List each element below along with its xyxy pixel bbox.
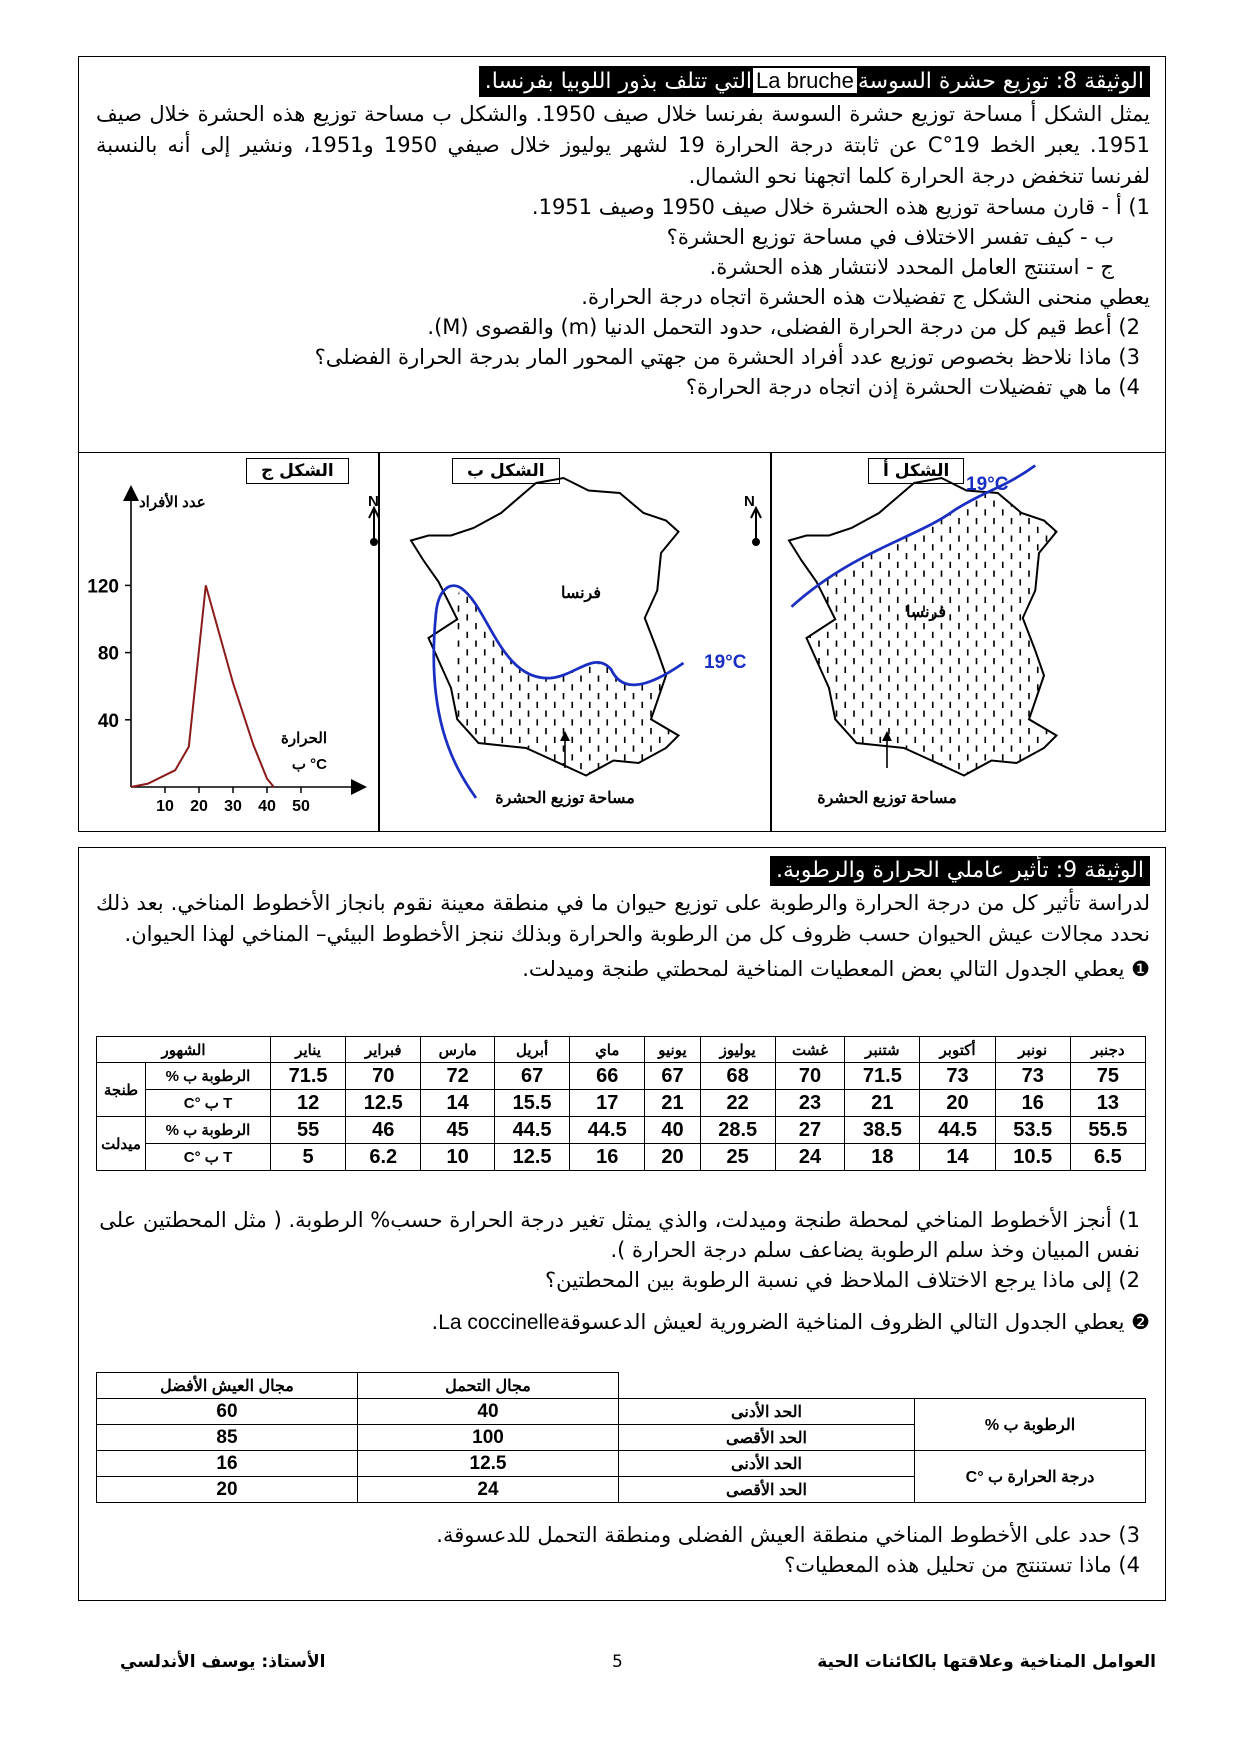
table-cell: 20 — [645, 1144, 700, 1171]
table-cell: 25 — [700, 1144, 775, 1171]
doc8-intro2: يعطي منحنى الشكل ج تفضيلات هذه الحشرة اتجاه درجة الحرارة. — [581, 285, 1150, 309]
temp-min-label: الحد الأدنى — [619, 1451, 915, 1477]
table-cell: 73 — [995, 1063, 1070, 1090]
station-name: طنجة — [97, 1063, 146, 1117]
table-cell: 67 — [495, 1063, 570, 1090]
months-header: الشهور — [97, 1037, 271, 1063]
table-cell: 23 — [775, 1090, 845, 1117]
table-cell: 10 — [421, 1144, 495, 1171]
table-cell: 55.5 — [1070, 1117, 1145, 1144]
france-label-a: فرنسا — [905, 604, 947, 621]
doc9-title: الوثيقة 9: تأثير عاملي الحرارة والرطوبة. — [770, 856, 1150, 886]
y-tick-label: 80 — [97, 643, 119, 665]
coccinelle-table — [96, 1372, 1146, 1503]
doc9-q1: 1) أنجز الأخطوط المناخي لمحطة طنجة وميدلت، والذي يمثل تغير درجة الحرارة حسب% الرطوبة. ( مثل المحطتين على نفس المبيان وخذ سلم الرطوبة يضاعف سلم درجة الحرارة ). — [99, 1208, 1140, 1262]
month-header: شتنبر — [845, 1037, 920, 1063]
x-axis-label-line2: ب °C — [291, 756, 327, 773]
table-cell: 67 — [645, 1063, 700, 1090]
map-fig-a — [744, 453, 1165, 831]
table-cell: 14 — [920, 1144, 995, 1171]
table-cell: 68 — [700, 1063, 775, 1090]
table-cell: 44.5 — [570, 1117, 645, 1144]
x-axis-label-line1: الحرارة — [281, 730, 327, 747]
humidity-max-label: الحد الأقصى — [619, 1425, 915, 1451]
table-cell: 6.2 — [346, 1144, 421, 1171]
table-cell: 21 — [645, 1090, 700, 1117]
month-header: أكتوبر — [920, 1037, 995, 1063]
doc9-questions-b — [96, 1520, 1150, 1580]
table-cell: 6.5 — [1070, 1144, 1145, 1171]
row-label: الرطوبة ب % — [146, 1117, 271, 1144]
table-cell: 53.5 — [995, 1117, 1070, 1144]
table-cell: 15.5 — [495, 1090, 570, 1117]
doc9-q4: 4) ماذا تستنتج من تحليل هذه المعطيات؟ — [784, 1553, 1140, 1577]
month-header: يونيو — [645, 1037, 700, 1063]
month-header: نونبر — [995, 1037, 1070, 1063]
chart-fig-c — [79, 453, 377, 831]
y-tick-label: 120 — [87, 576, 119, 598]
chart-series-curve — [131, 585, 274, 787]
humidity-min-tolerance: 40 — [358, 1399, 619, 1425]
y-axis-label: عدد الأفراد — [139, 494, 206, 511]
table-cell: 55 — [271, 1117, 346, 1144]
month-header: ماي — [570, 1037, 645, 1063]
month-header: يناير — [271, 1037, 346, 1063]
table-cell: 27 — [775, 1117, 845, 1144]
fig-a-label: الشكل أ — [868, 458, 964, 484]
footer-title: العوامل المناخية وعلاقتها بالكائنات الحية — [817, 1652, 1156, 1672]
table-cell: 75 — [1070, 1063, 1145, 1090]
footer-page: 5 — [612, 1652, 623, 1672]
north-label-b: N — [368, 493, 379, 510]
table-cell: 71.5 — [845, 1063, 920, 1090]
table-cell: 22 — [700, 1090, 775, 1117]
footer-teacher: الأستاذ: يوسف الأندلسي — [120, 1652, 326, 1672]
doc9-questions-a — [96, 1205, 1150, 1338]
table-cell: 13 — [1070, 1090, 1145, 1117]
table-cell: 12 — [271, 1090, 346, 1117]
france-label-b: فرنسا — [560, 585, 602, 602]
temp-max-tolerance: 24 — [358, 1477, 619, 1503]
table-cell: 71.5 — [271, 1063, 346, 1090]
doc9-paragraph: لدراسة تأثير كل من درجة الحرارة والرطوبة على توزيع حيوان ما في منطقة معينة نقوم بانجاز الأخطوط المناخي. بعد ذلك نحدد مجالات عيش الحيوان حسب ظروف كل من الرطوبة والحرارة وبذلك ننجز الأخطوط البيئي– المناخي لهذا الحيوان. — [96, 891, 1150, 946]
row-label: الرطوبة ب % — [146, 1063, 271, 1090]
isotherm-label-b: 19°C — [704, 652, 747, 673]
doc9-item1: ❶ يعطي الجدول التالي بعض المعطيات المناخية لمحطتي طنجة وميدلت. — [522, 957, 1150, 981]
col-tolerance-header: مجال التحمل — [358, 1373, 619, 1399]
table-cell: 28.5 — [700, 1117, 775, 1144]
temp-row-label: درجة الحرارة ب °C — [915, 1451, 1146, 1503]
col-optimal-header: مجال العيش الأفضل — [97, 1373, 358, 1399]
humidity-max-optimal: 85 — [97, 1425, 358, 1451]
month-header: دجنبر — [1070, 1037, 1145, 1063]
isotherm-label-a: 19°C — [966, 474, 1009, 495]
humidity-min-label: الحد الأدنى — [619, 1399, 915, 1425]
table-cell: 18 — [845, 1144, 920, 1171]
table-cell: 44.5 — [495, 1117, 570, 1144]
map-fig-b — [368, 453, 769, 831]
area-label-a: مساحة توزيع الحشرة — [817, 790, 957, 807]
table-cell: 16 — [570, 1144, 645, 1171]
temp-min-tolerance: 12.5 — [358, 1451, 619, 1477]
month-header: يوليوز — [700, 1037, 775, 1063]
x-tick-label: 30 — [224, 798, 242, 815]
x-tick-label: 50 — [292, 798, 310, 815]
humidity-min-optimal: 60 — [97, 1399, 358, 1425]
month-header: مارس — [421, 1037, 495, 1063]
table-cell: 20 — [920, 1090, 995, 1117]
table-cell: 17 — [570, 1090, 645, 1117]
area-label-b: مساحة توزيع الحشرة — [495, 790, 635, 807]
doc9-q3: 3) حدد على الأخطوط المناخي منطقة العيش الفضلى ومنطقة التحمل للدعسوقة. — [436, 1523, 1140, 1547]
temp-max-label: الحد الأقصى — [619, 1477, 915, 1503]
y-tick-label: 40 — [97, 710, 119, 732]
table-cell: 12.5 — [495, 1144, 570, 1171]
month-header: غشت — [775, 1037, 845, 1063]
humidity-max-tolerance: 100 — [358, 1425, 619, 1451]
x-tick-label: 20 — [190, 798, 208, 815]
doc9-q2: 2) إلى ماذا يرجع الاختلاف الملاحظ في نسبة الرطوبة بين المحطتين؟ — [544, 1268, 1140, 1292]
table-cell: 12.5 — [346, 1090, 421, 1117]
table-cell: 70 — [346, 1063, 421, 1090]
table-cell: 70 — [775, 1063, 845, 1090]
table-cell: 40 — [645, 1117, 700, 1144]
doc8-text — [96, 66, 1150, 402]
table-cell: 44.5 — [920, 1117, 995, 1144]
table-cell: 24 — [775, 1144, 845, 1171]
doc9-item2: ❷ يعطي الجدول التالي الظروف المناخية الضرورية لعيش الدعسوقةLa coccinelle. — [431, 1310, 1150, 1334]
table-cell: 45 — [421, 1117, 495, 1144]
table-cell: 66 — [570, 1063, 645, 1090]
doc9-text — [96, 856, 1150, 984]
table-cell: 10.5 — [995, 1144, 1070, 1171]
doc8-q2: 2) أعط قيم كل من درجة الحرارة الفضلى، حدود التحمل الدنيا (m) والقصوى (M). — [427, 315, 1140, 339]
doc8-title: الوثيقة 8: توزيع حشرة السوسةLa brucheالتي تتلف بذور اللوبيا بفرنسا. — [479, 66, 1150, 97]
table-cell: 73 — [920, 1063, 995, 1090]
fig-c-label: الشكل ج — [246, 458, 349, 484]
north-label-a: N — [744, 493, 755, 510]
x-tick-label: 10 — [156, 798, 174, 815]
table-cell: 38.5 — [845, 1117, 920, 1144]
fig-b-label: الشكل ب — [452, 458, 560, 484]
humidity-row-label: الرطوبة ب % — [915, 1399, 1146, 1451]
table-cell: 46 — [346, 1117, 421, 1144]
x-tick-label: 40 — [258, 798, 276, 815]
climate-table — [96, 1036, 1146, 1171]
doc8-paragraph: يمثل الشكل أ مساحة توزيع حشرة السوسة بفرنسا خلال صيف 1950. والشكل ب مساحة توزيع هذه الحشرة خلال صيف 1951. يعبر الخط 19°C عن ثابتة درجة الحرارة 19 لشهر يوليوز خلال صيفي 1950 و1951، ونشير إلى أنه بالنسبة لفرنسا تنخفض درجة الحرارة كلما اتجهنا نحو الشمال. — [96, 102, 1150, 188]
temp-max-optimal: 20 — [97, 1477, 358, 1503]
doc8-q3: 3) ماذا نلاحظ بخصوص توزيع عدد أفراد الحشرة من جهتي المحور المار بدرجة الحرارة الفضلى؟ — [314, 345, 1140, 369]
table-cell: 5 — [271, 1144, 346, 1171]
doc8-q1a: 1) أ - قارن مساحة توزيع هذه الحشرة خلال صيف 1950 وصيف 1951. — [531, 195, 1150, 219]
temp-min-optimal: 16 — [97, 1451, 358, 1477]
month-header: فبراير — [346, 1037, 421, 1063]
table-cell: 21 — [845, 1090, 920, 1117]
row-label: T ب °C — [146, 1090, 271, 1117]
station-name: ميدلت — [97, 1117, 146, 1171]
table-cell: 72 — [421, 1063, 495, 1090]
table-cell: 14 — [421, 1090, 495, 1117]
table-cell: 16 — [995, 1090, 1070, 1117]
month-header: أبريل — [495, 1037, 570, 1063]
doc8-q4: 4) ما هي تفضيلات الحشرة إذن اتجاه درجة الحرارة؟ — [685, 375, 1140, 399]
doc8-q1c: ج - استنتج العامل المحدد لانتشار هذه الحشرة. — [709, 255, 1114, 279]
doc8-q1b: ب - كيف تفسر الاختلاف في مساحة توزيع الحشرة؟ — [666, 225, 1114, 249]
row-label: T ب °C — [146, 1144, 271, 1171]
